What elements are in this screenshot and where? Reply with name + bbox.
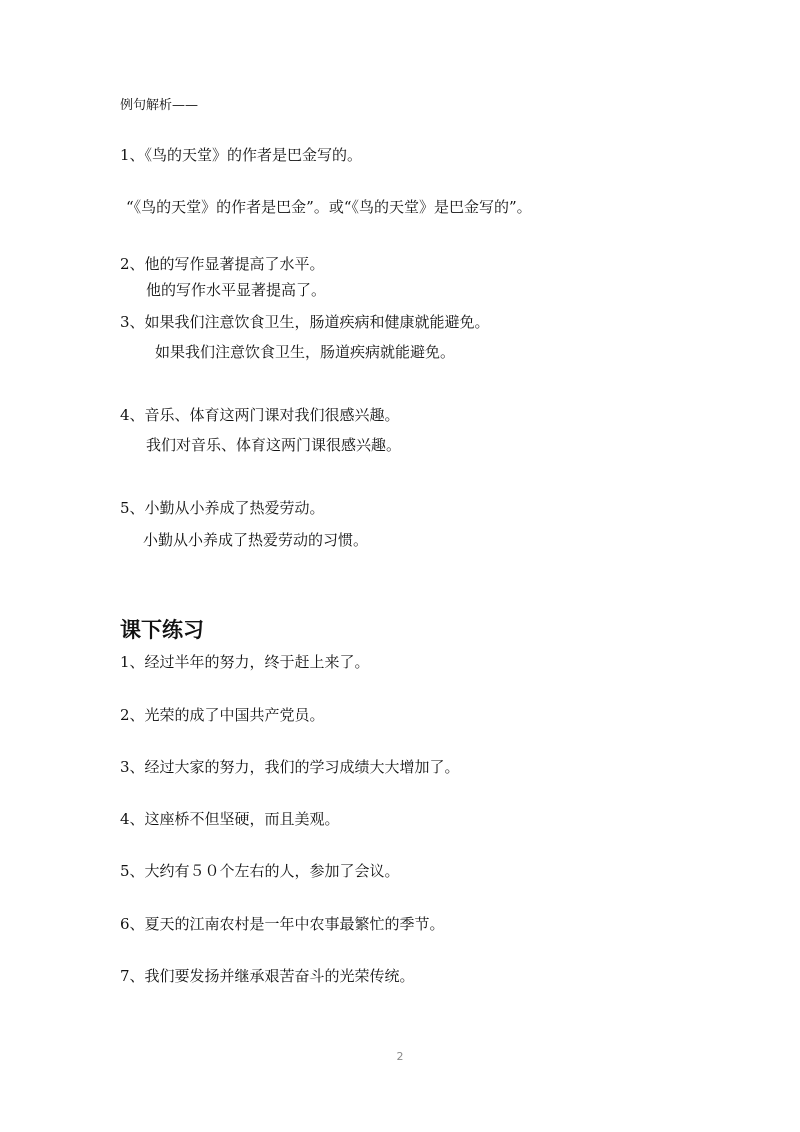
exercise-item: 3、经过大家的努力，我们的学习成绩大大增加了。 [120,758,460,776]
example-1-sentence: 1、《鸟的天堂》的作者是巴金写的。 [120,146,363,164]
exercise-item: 5、大约有５０个左右的人，参加了会议。 [120,862,400,880]
example-2-correction: 他的写作水平显著提高了。 [146,281,327,299]
example-4-correction: 我们对音乐、体育这两门课很感兴趣。 [146,436,402,454]
example-3-correction: 如果我们注意饮食卫生，肠道疾病就能避免。 [155,343,456,361]
exercise-item: 1、经过半年的努力，终于赶上来了。 [120,653,370,671]
example-5-correction: 小勤从小养成了热爱劳动的习惯。 [143,531,369,549]
exercise-title: 课下练习 [120,618,204,642]
page-number: 2 [396,1050,404,1063]
example-5-sentence: 5、小勤从小养成了热爱劳动。 [120,499,325,517]
section-label: 例句解析—— [120,98,199,113]
exercise-item: 4、这座桥不但坚硬，而且美观。 [120,810,340,828]
example-3-sentence: 3、如果我们注意饮食卫生，肠道疾病和健康就能避免。 [120,313,490,331]
example-2-sentence: 2、他的写作显著提高了水平。 [120,255,325,273]
exercise-item: 7、我们要发扬并继承艰苦奋斗的光荣传统。 [120,967,415,985]
example-1-correction: “《鸟的天堂》的作者是巴金”。或“《鸟的天堂》是巴金写的”。 [126,198,532,216]
example-4-sentence: 4、音乐、体育这两门课对我们很感兴趣。 [120,406,400,424]
exercise-item: 6、夏天的江南农村是一年中农事最繁忙的季节。 [120,915,445,933]
exercise-item: 2、光荣的成了中国共产党员。 [120,706,325,724]
